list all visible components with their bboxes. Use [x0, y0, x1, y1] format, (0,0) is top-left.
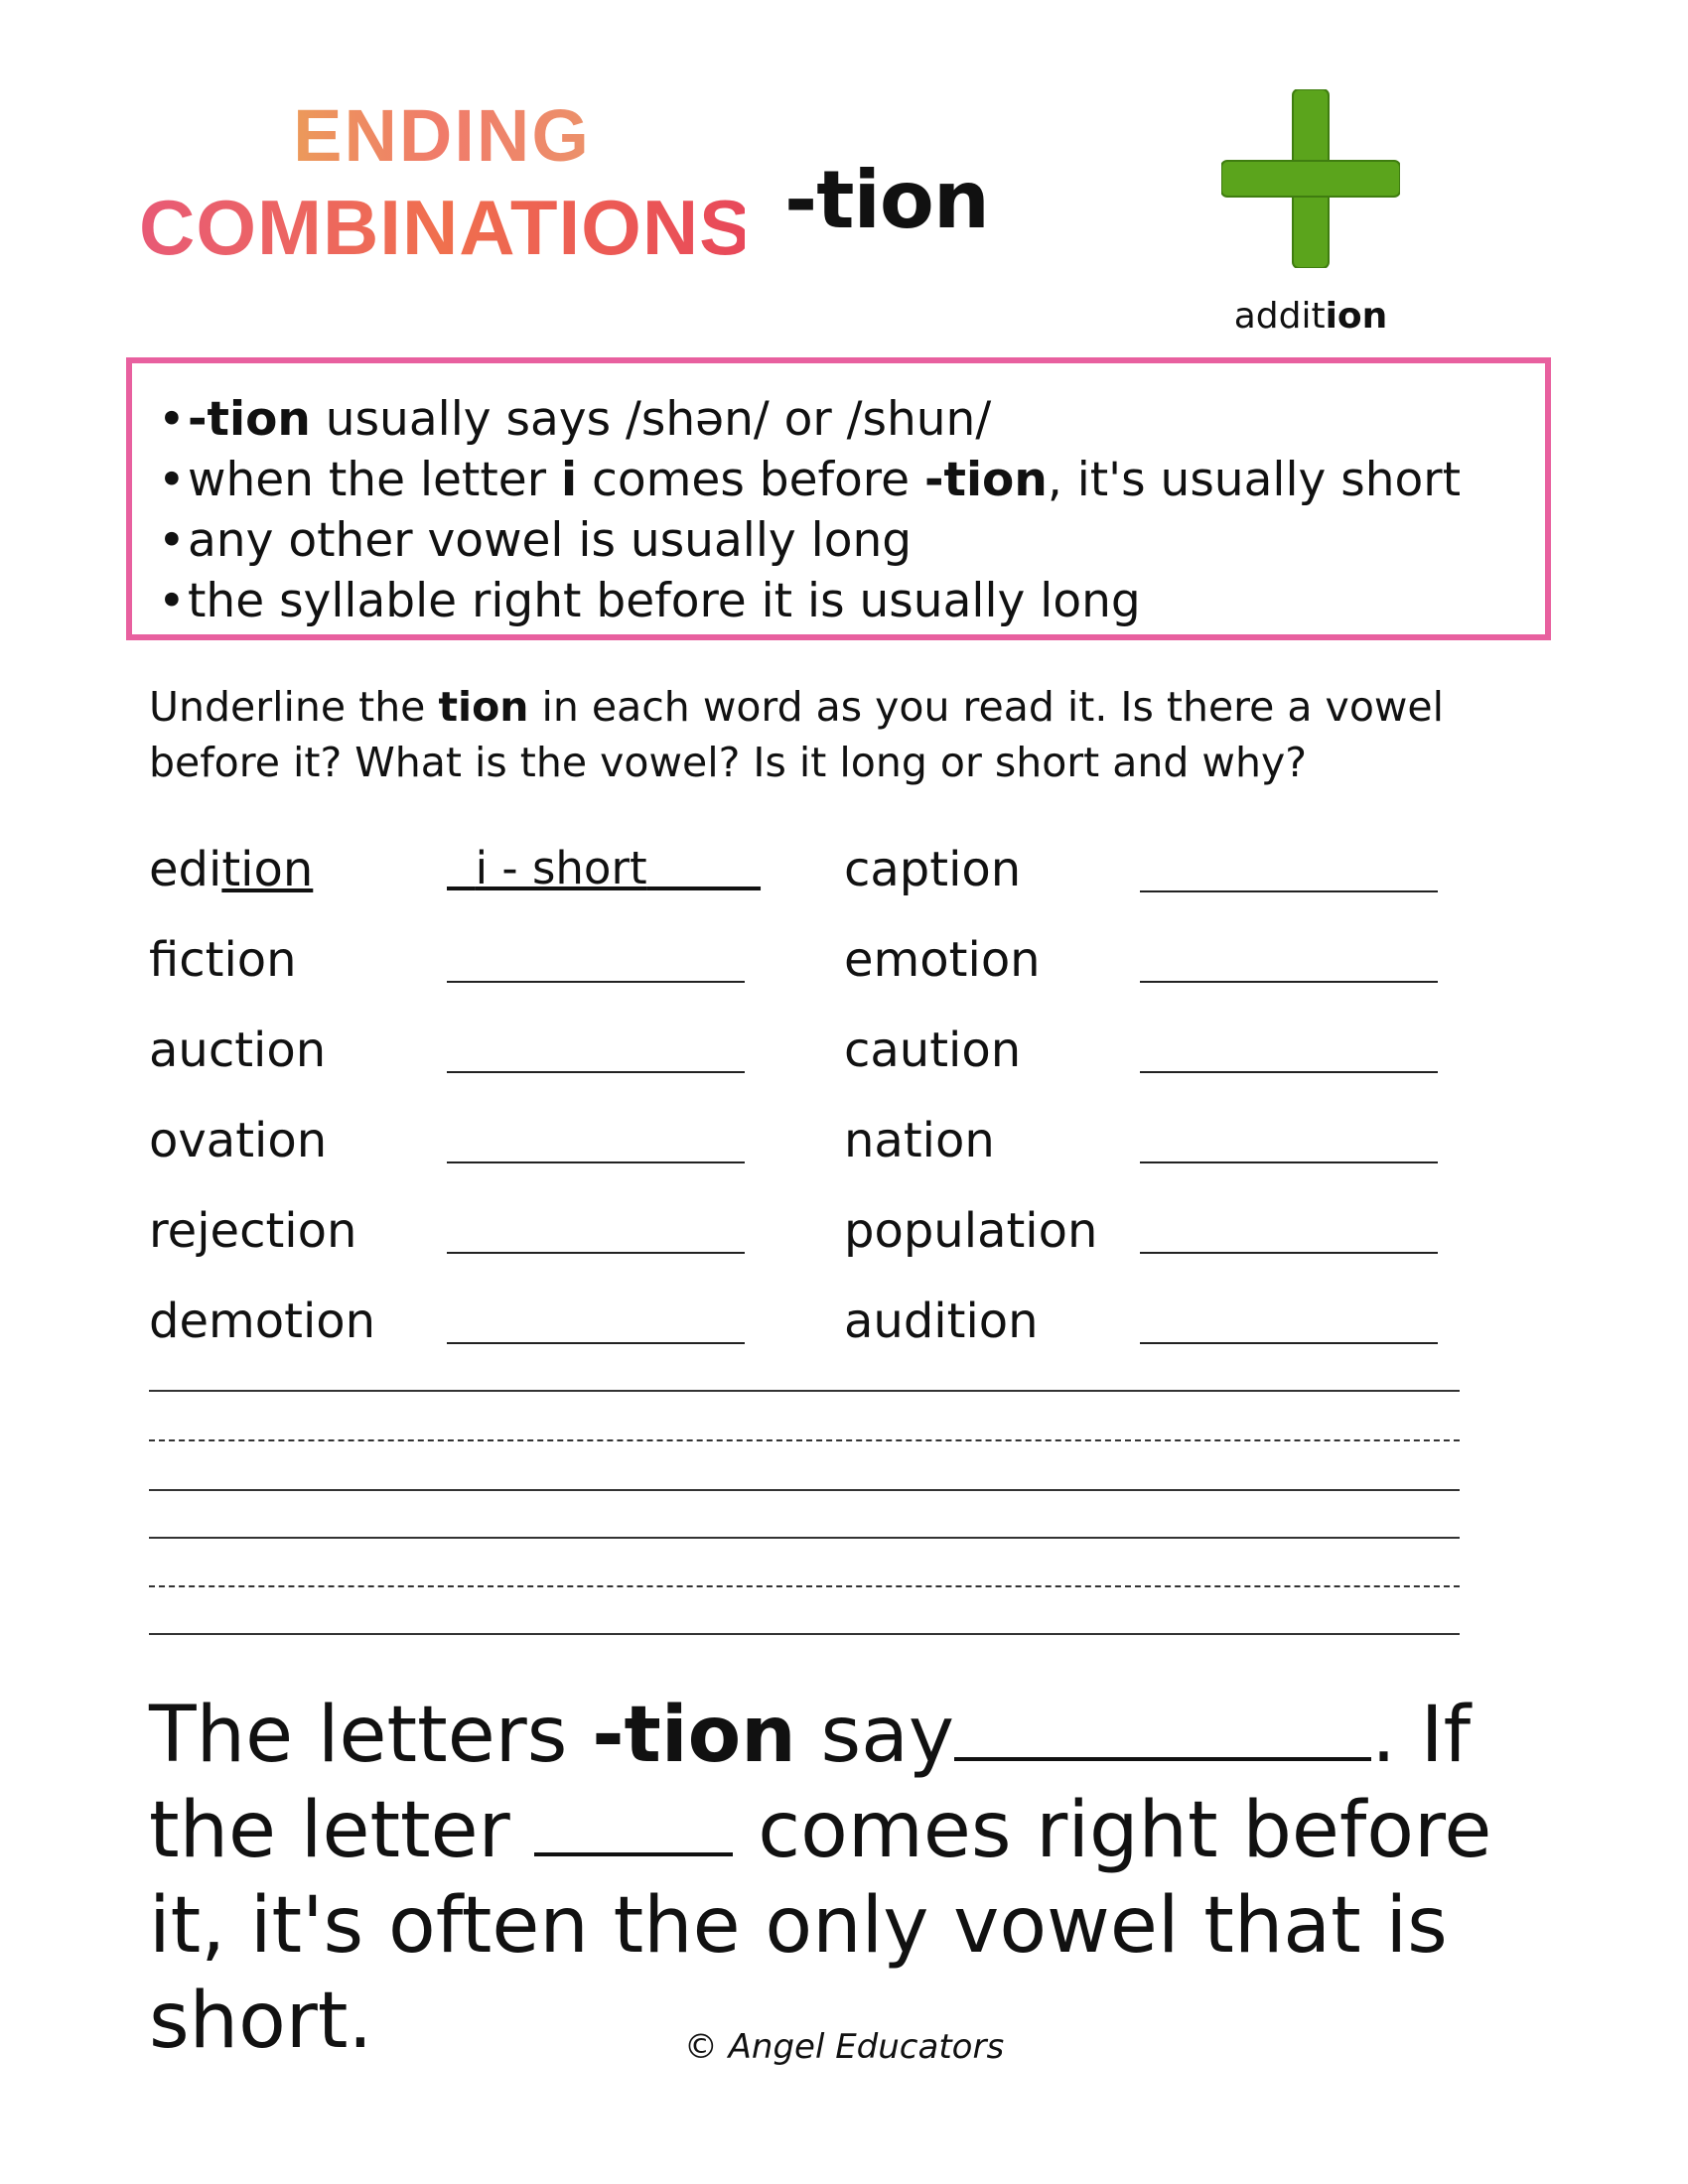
plus-icon — [1221, 89, 1400, 268]
example-word-addition: addition — [1233, 296, 1388, 337]
writing-line-top[interactable] — [149, 1390, 1460, 1392]
word-auction: auction — [149, 1023, 327, 1078]
rule-item: •-tion usually says /shən/ or /shun/ — [158, 392, 992, 447]
word-emotion: emotion — [844, 932, 1041, 988]
rules-box — [126, 357, 1551, 640]
word-nation: nation — [844, 1113, 995, 1168]
answer-blank[interactable] — [1140, 1161, 1438, 1163]
example-word-edition: edition — [149, 842, 314, 897]
word-caution: caution — [844, 1023, 1022, 1078]
writing-line-mid[interactable] — [149, 1585, 1460, 1587]
word-fiction: fiction — [149, 932, 297, 988]
summary-sentence: The letters -tion say . If the letter comes right before it, it's often the only vowel that is short. — [149, 1691, 1492, 2066]
worksheet-title — [139, 94, 753, 271]
answer-blank[interactable] — [1140, 1342, 1438, 1344]
answer-blank[interactable] — [447, 981, 745, 983]
answer-blank[interactable] — [447, 1252, 745, 1254]
summary-blank-letter[interactable] — [534, 1791, 733, 1856]
writing-line-top[interactable] — [149, 1537, 1460, 1539]
answer-blank[interactable] — [1140, 1071, 1438, 1073]
answer-blank[interactable] — [1140, 981, 1438, 983]
writing-line-base[interactable] — [149, 1489, 1460, 1491]
word-demotion: demotion — [149, 1294, 376, 1349]
answer-blank[interactable] — [1140, 890, 1438, 892]
answer-blank[interactable] — [447, 1161, 745, 1163]
example-answer: i - short — [475, 842, 647, 894]
rule-item: •the syllable right before it is usually long — [158, 574, 1141, 628]
rule-item: •any other vowel is usually long — [158, 513, 913, 568]
word-audition: audition — [844, 1294, 1039, 1349]
answer-blank[interactable] — [447, 1071, 745, 1073]
answer-blank[interactable] — [447, 1342, 745, 1344]
title-line-ending: ENDING — [139, 99, 745, 173]
suffix-heading: -tion — [784, 154, 989, 246]
word-rejection: rejection — [149, 1203, 357, 1259]
word-population: population — [844, 1203, 1098, 1259]
word-caption: caption — [844, 842, 1022, 897]
word-ovation: ovation — [149, 1113, 328, 1168]
copyright-footer: © Angel Educators — [683, 2027, 1005, 2067]
rule-item: •when the letter i comes before -tion, it's usually short — [158, 453, 1462, 507]
summary-blank-sound[interactable] — [954, 1696, 1371, 1761]
writing-line-base[interactable] — [149, 1633, 1460, 1635]
instructions: Underline the tion in each word as you read it. Is there a vowel before it? What is the vowel? Is it long or short and why? — [149, 683, 1445, 786]
writing-line-mid[interactable] — [149, 1439, 1460, 1441]
title-line-combinations: COMBINATIONS — [139, 184, 753, 271]
answer-blank[interactable] — [1140, 1252, 1438, 1254]
